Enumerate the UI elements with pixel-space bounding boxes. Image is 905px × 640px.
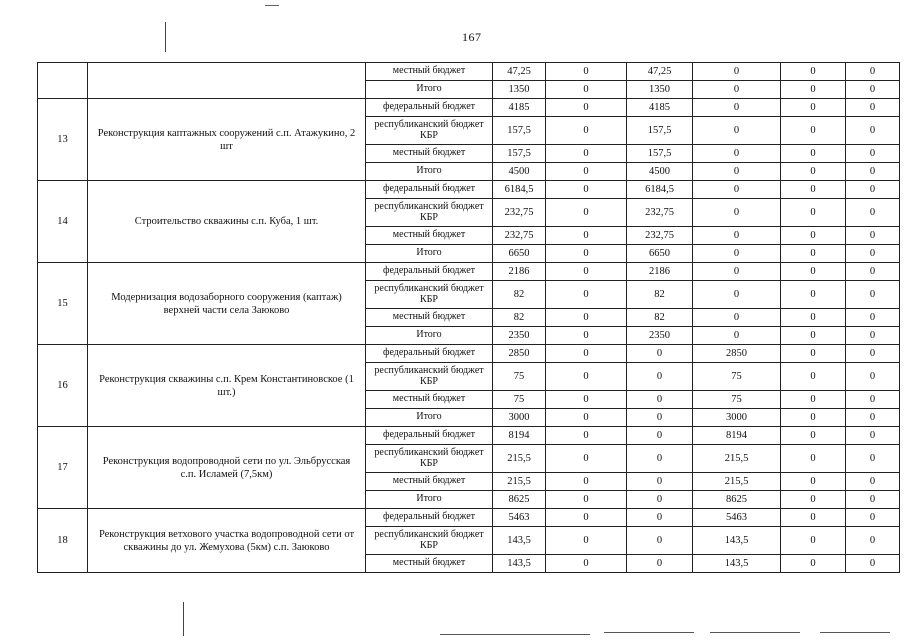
- amount-cell: 0: [846, 281, 900, 309]
- amount-cell: 82: [627, 281, 693, 309]
- amount-cell: 6650: [627, 245, 693, 263]
- funding-source: республиканский бюджет КБР: [366, 281, 493, 309]
- funding-source: местный бюджет: [366, 555, 493, 573]
- project-name: Реконструкция скважины с.п. Крем Константиновское (1 шт.): [88, 345, 366, 427]
- funding-source: местный бюджет: [366, 391, 493, 409]
- amount-cell: 0: [846, 555, 900, 573]
- amount-cell: 0: [781, 245, 846, 263]
- funding-source: республиканский бюджет КБР: [366, 199, 493, 227]
- funding-source: республиканский бюджет КБР: [366, 445, 493, 473]
- amount-cell: 143,5: [493, 527, 546, 555]
- item-number: 17: [38, 427, 88, 509]
- funding-source: местный бюджет: [366, 145, 493, 163]
- amount-cell: 0: [546, 145, 627, 163]
- amount-cell: 75: [693, 363, 781, 391]
- amount-cell: 0: [846, 199, 900, 227]
- amount-cell: 157,5: [493, 117, 546, 145]
- amount-cell: 0: [546, 181, 627, 199]
- amount-cell: 75: [493, 363, 546, 391]
- amount-cell: 157,5: [493, 145, 546, 163]
- item-number: [38, 63, 88, 99]
- amount-cell: 0: [693, 327, 781, 345]
- funding-source: местный бюджет: [366, 227, 493, 245]
- amount-cell: 0: [693, 99, 781, 117]
- amount-cell: 0: [693, 117, 781, 145]
- amount-cell: 0: [693, 81, 781, 99]
- item-number: 14: [38, 181, 88, 263]
- scan-artifact: [710, 632, 800, 633]
- amount-cell: 232,75: [627, 199, 693, 227]
- amount-cell: 0: [546, 63, 627, 81]
- funding-source: Итого: [366, 81, 493, 99]
- amount-cell: 6184,5: [493, 181, 546, 199]
- amount-cell: 0: [781, 263, 846, 281]
- funding-source: Итого: [366, 491, 493, 509]
- amount-cell: 47,25: [627, 63, 693, 81]
- amount-cell: 5463: [493, 509, 546, 527]
- amount-cell: 143,5: [693, 555, 781, 573]
- amount-cell: 75: [693, 391, 781, 409]
- amount-cell: 0: [781, 327, 846, 345]
- amount-cell: 0: [546, 309, 627, 327]
- amount-cell: 4500: [627, 163, 693, 181]
- amount-cell: 0: [546, 527, 627, 555]
- page-number: 167: [462, 30, 482, 44]
- project-name: Реконструкция каптажных сооружений с.п. Атажукино, 2 шт: [88, 99, 366, 181]
- amount-cell: 0: [546, 345, 627, 363]
- amount-cell: 157,5: [627, 117, 693, 145]
- amount-cell: 0: [846, 245, 900, 263]
- amount-cell: 0: [546, 363, 627, 391]
- amount-cell: 4185: [493, 99, 546, 117]
- item-number: 16: [38, 345, 88, 427]
- amount-cell: 0: [627, 363, 693, 391]
- amount-cell: 0: [546, 445, 627, 473]
- amount-cell: 0: [693, 181, 781, 199]
- funding-source: местный бюджет: [366, 309, 493, 327]
- amount-cell: 8625: [493, 491, 546, 509]
- scan-artifact: [440, 634, 590, 635]
- amount-cell: 75: [493, 391, 546, 409]
- amount-cell: 0: [693, 309, 781, 327]
- amount-cell: 0: [627, 427, 693, 445]
- amount-cell: 0: [627, 509, 693, 527]
- amount-cell: 0: [846, 409, 900, 427]
- amount-cell: 0: [781, 345, 846, 363]
- amount-cell: 0: [846, 309, 900, 327]
- amount-cell: 0: [546, 163, 627, 181]
- amount-cell: 0: [846, 345, 900, 363]
- amount-cell: 2186: [493, 263, 546, 281]
- amount-cell: 0: [693, 163, 781, 181]
- amount-cell: 0: [781, 509, 846, 527]
- amount-cell: 4500: [493, 163, 546, 181]
- amount-cell: 0: [781, 227, 846, 245]
- amount-cell: 0: [781, 309, 846, 327]
- amount-cell: 0: [693, 145, 781, 163]
- amount-cell: 0: [846, 227, 900, 245]
- amount-cell: 0: [546, 281, 627, 309]
- funding-source: республиканский бюджет КБР: [366, 117, 493, 145]
- amount-cell: 1350: [493, 81, 546, 99]
- amount-cell: 0: [846, 391, 900, 409]
- amount-cell: 1350: [627, 81, 693, 99]
- amount-cell: 0: [781, 281, 846, 309]
- table-row: [38, 263, 900, 281]
- amount-cell: 2850: [693, 345, 781, 363]
- amount-cell: 0: [781, 427, 846, 445]
- amount-cell: 0: [546, 509, 627, 527]
- amount-cell: 0: [693, 263, 781, 281]
- funding-source: федеральный бюджет: [366, 345, 493, 363]
- amount-cell: 0: [781, 527, 846, 555]
- budget-table: [37, 62, 900, 573]
- amount-cell: 0: [846, 491, 900, 509]
- amount-cell: 0: [846, 181, 900, 199]
- amount-cell: 0: [846, 363, 900, 391]
- funding-source: местный бюджет: [366, 63, 493, 81]
- amount-cell: 2850: [493, 345, 546, 363]
- amount-cell: 6650: [493, 245, 546, 263]
- amount-cell: 0: [781, 81, 846, 99]
- amount-cell: 0: [546, 491, 627, 509]
- amount-cell: 215,5: [493, 473, 546, 491]
- amount-cell: 0: [781, 555, 846, 573]
- project-name: Реконструкция ветхового участка водопроводной сети от скважины до ул. Жемухова (5км) с.п. Заюково: [88, 509, 366, 573]
- table-row: [38, 345, 900, 363]
- amount-cell: 215,5: [693, 473, 781, 491]
- amount-cell: 0: [627, 445, 693, 473]
- amount-cell: 0: [781, 163, 846, 181]
- amount-cell: 8625: [693, 491, 781, 509]
- amount-cell: 47,25: [493, 63, 546, 81]
- amount-cell: 0: [627, 391, 693, 409]
- amount-cell: 0: [693, 227, 781, 245]
- amount-cell: 0: [546, 555, 627, 573]
- amount-cell: 0: [627, 527, 693, 555]
- amount-cell: 0: [846, 327, 900, 345]
- amount-cell: 143,5: [693, 527, 781, 555]
- scan-artifact: [604, 632, 694, 633]
- amount-cell: 0: [546, 391, 627, 409]
- funding-source: республиканский бюджет КБР: [366, 527, 493, 555]
- amount-cell: 0: [846, 509, 900, 527]
- amount-cell: 0: [627, 345, 693, 363]
- funding-source: федеральный бюджет: [366, 427, 493, 445]
- amount-cell: 0: [546, 81, 627, 99]
- funding-source: Итого: [366, 245, 493, 263]
- amount-cell: 0: [846, 99, 900, 117]
- amount-cell: 0: [846, 81, 900, 99]
- amount-cell: 0: [781, 409, 846, 427]
- table-row: [38, 427, 900, 445]
- amount-cell: 0: [546, 327, 627, 345]
- amount-cell: 82: [493, 281, 546, 309]
- amount-cell: 3000: [493, 409, 546, 427]
- amount-cell: 0: [627, 555, 693, 573]
- amount-cell: 232,75: [627, 227, 693, 245]
- amount-cell: 0: [846, 163, 900, 181]
- amount-cell: 0: [781, 99, 846, 117]
- amount-cell: 82: [627, 309, 693, 327]
- amount-cell: 0: [846, 445, 900, 473]
- project-name: Строительство скважины с.п. Куба, 1 шт.: [88, 181, 366, 263]
- amount-cell: 0: [693, 245, 781, 263]
- amount-cell: 0: [846, 63, 900, 81]
- amount-cell: 0: [781, 181, 846, 199]
- amount-cell: 215,5: [493, 445, 546, 473]
- amount-cell: 0: [546, 99, 627, 117]
- scan-artifact: [820, 632, 890, 633]
- amount-cell: 8194: [493, 427, 546, 445]
- amount-cell: 8194: [693, 427, 781, 445]
- project-name: Реконструкция водопроводной сети по ул. Эльбрусская с.п. Исламей (7,5км): [88, 427, 366, 509]
- scan-artifact: [183, 602, 184, 636]
- amount-cell: 0: [846, 263, 900, 281]
- amount-cell: 5463: [693, 509, 781, 527]
- funding-source: федеральный бюджет: [366, 263, 493, 281]
- table-row: [38, 181, 900, 199]
- amount-cell: 2186: [627, 263, 693, 281]
- amount-cell: 0: [627, 409, 693, 427]
- funding-source: федеральный бюджет: [366, 181, 493, 199]
- amount-cell: 2350: [493, 327, 546, 345]
- amount-cell: 0: [781, 445, 846, 473]
- amount-cell: 0: [781, 117, 846, 145]
- item-number: 18: [38, 509, 88, 573]
- amount-cell: 0: [546, 227, 627, 245]
- amount-cell: 0: [546, 117, 627, 145]
- amount-cell: 4185: [627, 99, 693, 117]
- amount-cell: 0: [546, 473, 627, 491]
- amount-cell: 157,5: [627, 145, 693, 163]
- amount-cell: 0: [781, 363, 846, 391]
- amount-cell: 0: [627, 491, 693, 509]
- table-row: [38, 509, 900, 527]
- table-row: [38, 63, 900, 81]
- amount-cell: 0: [846, 117, 900, 145]
- funding-source: республиканский бюджет КБР: [366, 363, 493, 391]
- amount-cell: 0: [693, 199, 781, 227]
- amount-cell: 0: [846, 473, 900, 491]
- funding-source: Итого: [366, 163, 493, 181]
- amount-cell: 0: [781, 491, 846, 509]
- amount-cell: 3000: [693, 409, 781, 427]
- project-name: Модернизация водозаборного сооружения (каптаж) верхней части села Заюково: [88, 263, 366, 345]
- amount-cell: 0: [781, 473, 846, 491]
- amount-cell: 0: [693, 63, 781, 81]
- funding-source: местный бюджет: [366, 473, 493, 491]
- amount-cell: 0: [693, 281, 781, 309]
- funding-source: федеральный бюджет: [366, 99, 493, 117]
- project-name: [88, 63, 366, 99]
- amount-cell: 0: [546, 409, 627, 427]
- amount-cell: 82: [493, 309, 546, 327]
- amount-cell: 0: [781, 199, 846, 227]
- amount-cell: 0: [781, 391, 846, 409]
- amount-cell: 232,75: [493, 227, 546, 245]
- funding-source: Итого: [366, 327, 493, 345]
- amount-cell: 0: [846, 527, 900, 555]
- amount-cell: 143,5: [493, 555, 546, 573]
- amount-cell: 0: [627, 473, 693, 491]
- scan-artifact: [265, 5, 279, 6]
- amount-cell: 215,5: [693, 445, 781, 473]
- amount-cell: 0: [546, 199, 627, 227]
- item-number: 13: [38, 99, 88, 181]
- table-row: [38, 99, 900, 117]
- funding-source: федеральный бюджет: [366, 509, 493, 527]
- amount-cell: 0: [546, 427, 627, 445]
- scan-artifact: [165, 22, 166, 52]
- amount-cell: 0: [846, 145, 900, 163]
- amount-cell: 0: [781, 145, 846, 163]
- amount-cell: 0: [846, 427, 900, 445]
- amount-cell: 0: [546, 245, 627, 263]
- item-number: 15: [38, 263, 88, 345]
- amount-cell: 6184,5: [627, 181, 693, 199]
- amount-cell: 2350: [627, 327, 693, 345]
- amount-cell: 0: [781, 63, 846, 81]
- amount-cell: 0: [546, 263, 627, 281]
- funding-source: Итого: [366, 409, 493, 427]
- amount-cell: 232,75: [493, 199, 546, 227]
